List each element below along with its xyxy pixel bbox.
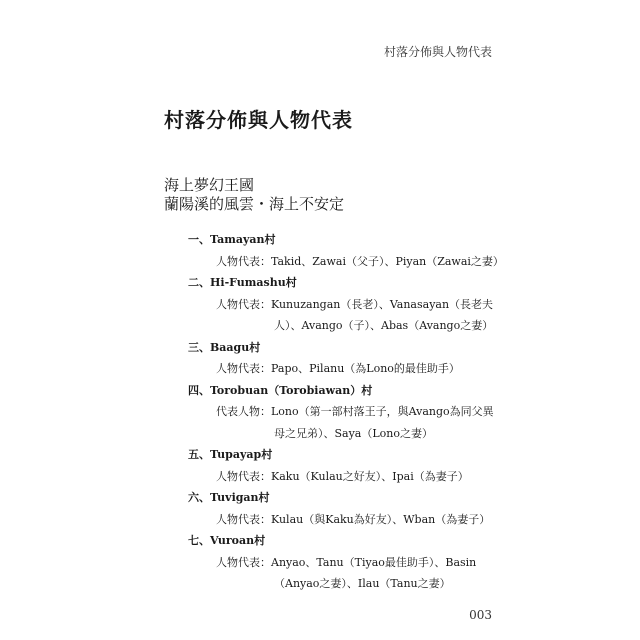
running-header: 村落分佈與人物代表 (383, 45, 492, 59)
village-people-cont: 人）、Avango（子）、Abas（Avango之妻） (274, 319, 494, 332)
village-heading: 二、Hi-Fumashu村 (188, 276, 297, 289)
village-people: 人物代表：Kulau（與Kaku為好友）、Wban（為妻子） (216, 512, 491, 526)
village-heading: 三、Baagu村 (188, 340, 261, 354)
village-people-cont: （Anyao之妻）、Ilau（Tanu之妻） (274, 577, 451, 590)
village-heading: 一、Tamayan村 (188, 233, 276, 246)
village-heading: 四、Torobuan（Torobiawan）村 (188, 383, 373, 397)
village-list (188, 229, 508, 595)
subtitle-1: 海上夢幻王國 (164, 176, 255, 194)
village-heading: 六、Tuvigan村 (188, 491, 270, 504)
village-heading: 五、Tupayap村 (188, 448, 273, 461)
page-title: 村落分佈與人物代表 (164, 108, 353, 132)
subtitle-2: 蘭陽溪的風雲・海上不安定 (164, 195, 345, 213)
village-people: 人物代表：Kunuzangan（長老）、Vanasayan（長老夫 (216, 297, 494, 311)
village-people: 人物代表：Papo、Pilanu（為Lono的最佳助手） (216, 362, 460, 375)
village-people: 人物代表：Kaku（Kulau之好友）、Ipai（為妻子） (216, 469, 469, 483)
village-people: 人物代表：Anyao、Tanu（Tiyao最佳助手）、Basin (216, 555, 477, 569)
page-number: 003 (469, 608, 492, 622)
village-people: 代表人物：Lono（第一部村落王子，與Avango為同父異 (216, 405, 494, 418)
village-people: 人物代表：Takid、Zawai（父子）、Piyan（Zawai之妻） (216, 254, 504, 268)
village-heading: 七、Vuroan村 (188, 534, 266, 547)
village-people-cont: 母之兄弟）、Saya（Lono之妻） (274, 426, 433, 440)
